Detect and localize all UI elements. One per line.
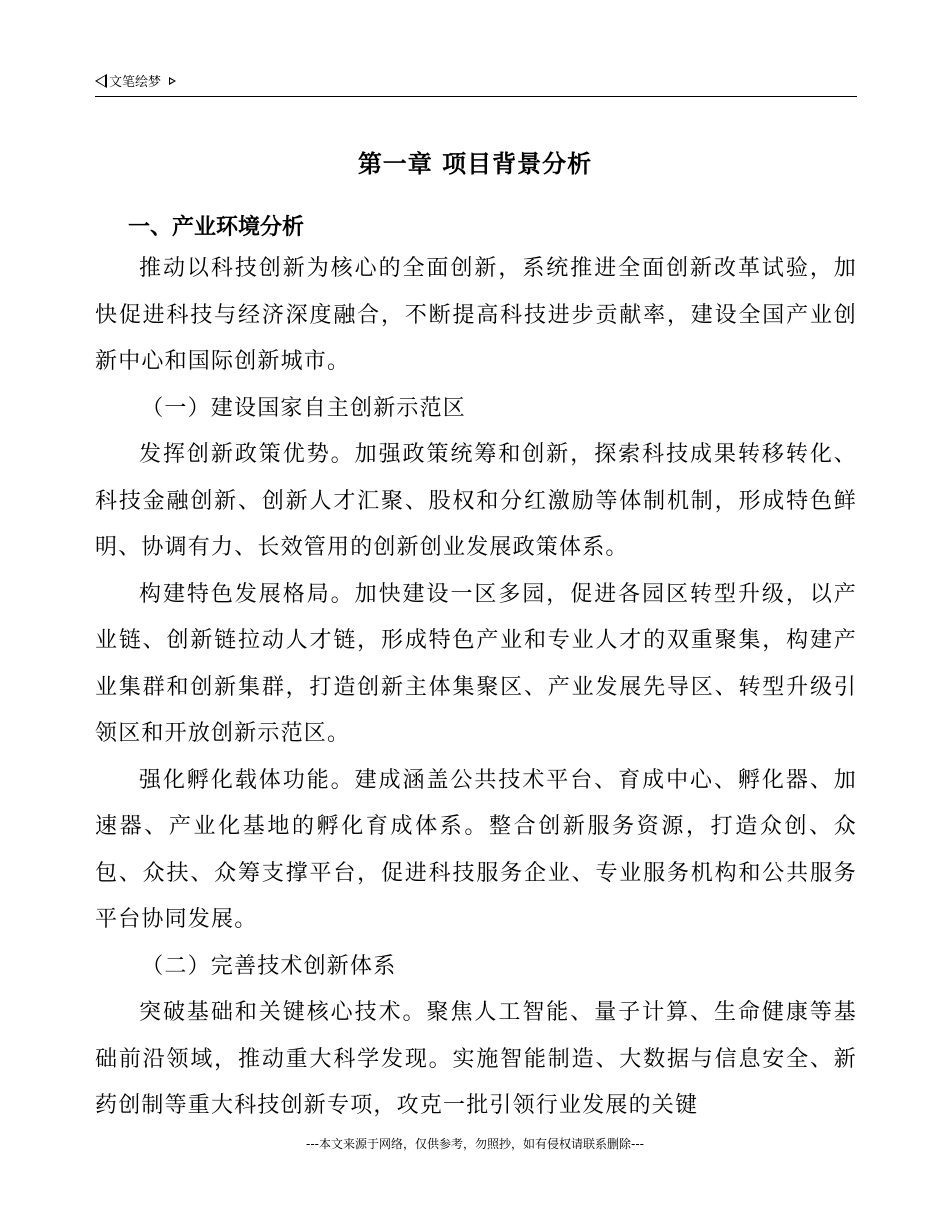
triangle-left-icon [95, 74, 107, 88]
paragraph: 发挥创新政策优势。加强政策统筹和创新，探索科技成果转移转化、科技金融创新、创新人才汇聚、股权和分红激励等体制机制，形成特色鲜明、协调有力、长效管用的创新创业发展政策体系。 [95, 442, 857, 560]
paragraph: 突破基础和关键核心技术。聚焦人工智能、量子计算、生命健康等基础前沿领域，推动重大科学发现。实施智能制造、大数据与信息安全、新药创制等重大科技创新专项，攻克一批引领行业发展的关键 [95, 1000, 857, 1118]
paragraph: 强化孵化载体功能。建成涵盖公共技术平台、育成中心、孵化器、加速器、产业化基地的孵化育成体系。整合创新服务资源，打造众创、众包、众扶、众筹支撑平台，促进科技服务企业、专业服务机构和公共服务平台协同发展。 [95, 767, 857, 932]
header-text: 文笔绘梦 [109, 75, 162, 90]
paragraph: 构建特色发展格局。加快建设一区多园，促进各园区转型升级，以产业链、创新链拉动人才链，形成特色产业和专业人才的双重聚集，构建产业集群和创新集群，打造创新主体集聚区、产业发展先导区、转型升级引领区和开放创新示范区。 [95, 581, 857, 746]
paragraph: 推动以科技创新为核心的全面创新，系统推进全面创新改革试验，加快促进科技与经济深度融合，不断提高科技进步贡献率，建设全国产业创新中心和国际创新城市。 [95, 256, 857, 374]
chapter-title: 第一章 项目背景分析 [357, 149, 593, 178]
page-header [95, 72, 857, 97]
section-title: 一、产业环境分析 [128, 214, 305, 240]
page-footer: ---本文来源于网络，仅供参考，勿照抄，如有侵权请联系删除--- [306, 1137, 644, 1151]
subsection-heading: （二）完善技术创新体系 [141, 953, 397, 979]
triangle-right-icon [169, 77, 176, 85]
subsection-heading: （一）建设国家自主创新示范区 [141, 395, 466, 421]
document-body [95, 246, 857, 1130]
